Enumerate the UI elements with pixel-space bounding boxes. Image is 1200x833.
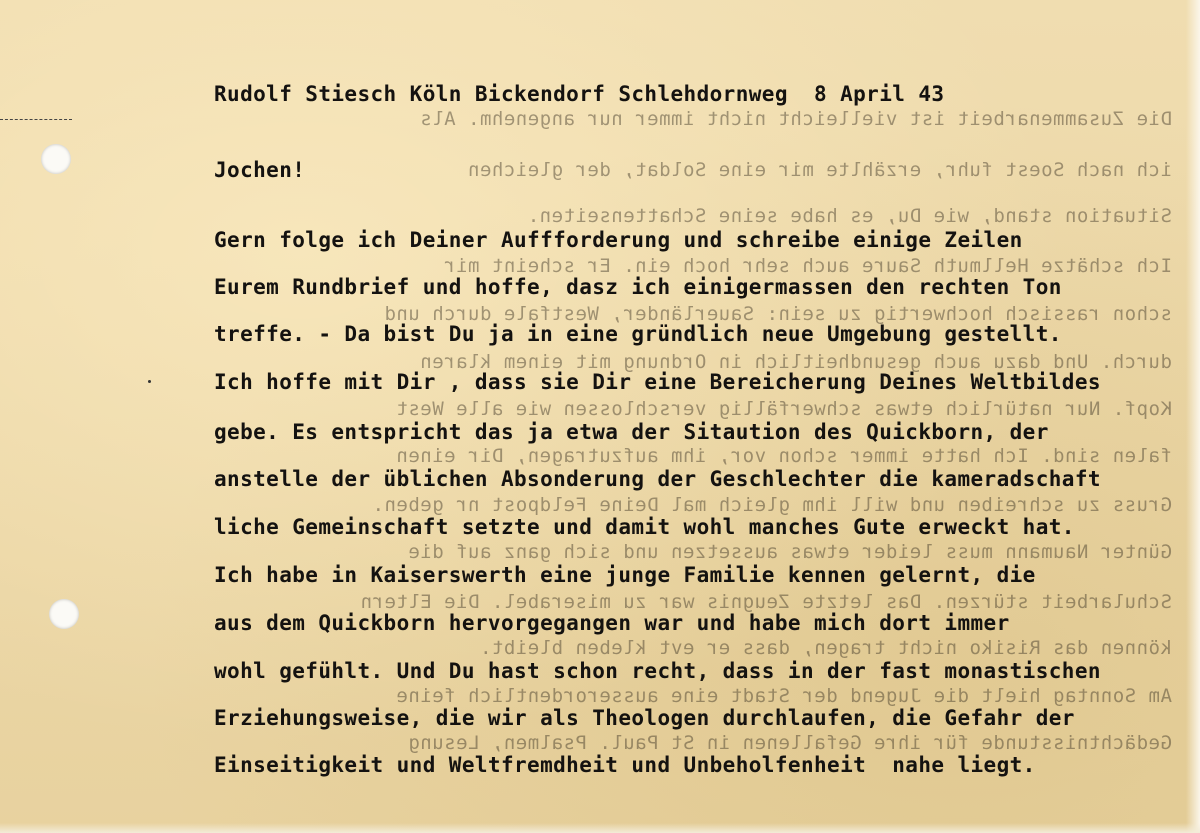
show-through-line: Die Zusammenarbeit ist vielleicht nicht immer nur angenehm. Als <box>419 108 1172 130</box>
salutation: Jochen! <box>214 158 306 182</box>
body-line: aus dem Quickborn hervorgegangen war und habe mich dort immer <box>214 611 1010 635</box>
show-through-line: Am Sonntag hielt die Jugend der Stadt eine ausserordentlich feine <box>395 685 1172 707</box>
show-through-line: Gruss zu schreiben und will ihm gleich mal Deine Feldpost nr geben. <box>372 494 1172 516</box>
paper-edge-bottom <box>0 823 1200 833</box>
show-through-line: ich nach Soest fuhr, erzählte mir eine Soldat, der gleichen <box>467 159 1172 181</box>
body-line: Ich habe in Kaiserswerth eine junge Familie kennen gelernt, die <box>214 563 1036 587</box>
body-line: Einseitigkeit und Weltfremdheit und Unbeholfenheit nahe liegt. <box>214 753 1036 777</box>
show-through-line: Gedächtnisstunde für ihre Gefallenen in St Paul. Psalmen, Lesung <box>407 732 1172 754</box>
ink-dot <box>148 380 151 383</box>
paper-edge-right <box>1186 0 1200 833</box>
body-line: Gern folge ich Deiner Auffforderung und schreibe einige Zeilen <box>214 228 1023 252</box>
body-line: liche Gemeinschaft setzte und damit wohl manches Gute erweckt hat. <box>214 515 1075 539</box>
body-line: anstelle der üblichen Absonderung der Geschlechter die kameradschaft <box>214 467 1101 491</box>
show-through-line: Schularbeit stürzen. Das letzte Zeugnis war zu miserabel. Die Eltern <box>360 591 1172 613</box>
show-through-line: schon rassisch hochwertig zu sein: Sauerländer, Westfale durch und <box>384 303 1172 325</box>
body-line: wohl gefühlt. Und Du hast schon recht, dass in der fast monastischen <box>214 659 1101 683</box>
body-line: gebe. Es entspricht das ja etwa der Sitaution des Quickborn, der <box>214 420 1049 444</box>
show-through-line: können das Risiko nicht tragen, dass er evt kleben bleibt. <box>479 637 1172 659</box>
punch-hole-top <box>41 144 71 174</box>
punch-hole-bottom <box>49 599 79 629</box>
show-through-line: falen sind. Ich hatte immer schon vor, ihm aufzutragen, Dir einen <box>395 445 1172 467</box>
show-through-line: durch. Und dazu auch gesundheitlich in Ordnung mit einem klaren <box>419 351 1172 373</box>
body-line: treffe. - Da bist Du ja in eine gründlich neue Umgebung gestellt. <box>214 322 1062 346</box>
body-line: Eurem Rundbrief und hoffe, dasz ich einigermassen den rechten Ton <box>214 275 1062 299</box>
show-through-line: Kopf. Nur natürlich etwas schwerfällig verschlossen wie alle West <box>395 398 1172 420</box>
body-line: Ich hoffe mit Dir , dass sie Dir eine Bereicherung Deines Weltbildes <box>214 370 1101 394</box>
body-line: Erziehungsweise, die wir als Theologen durchlaufen, die Gefahr der <box>214 706 1075 730</box>
show-through-line: Günter Naumann muss leider etwas aussetzen und sich ganz auf die <box>407 541 1172 563</box>
show-through-line: Situation stand, wie Du, es habe seine Schattenseiten. <box>527 205 1172 227</box>
letter-header: Rudolf Stiesch Köln Bickendorf Schlehdornweg 8 April 43 <box>214 82 945 106</box>
margin-dash-mark <box>0 119 72 120</box>
show-through-line: Ich schätze Hellmuth Saure auch sehr hoch ein. Er scheint mir <box>443 255 1172 277</box>
